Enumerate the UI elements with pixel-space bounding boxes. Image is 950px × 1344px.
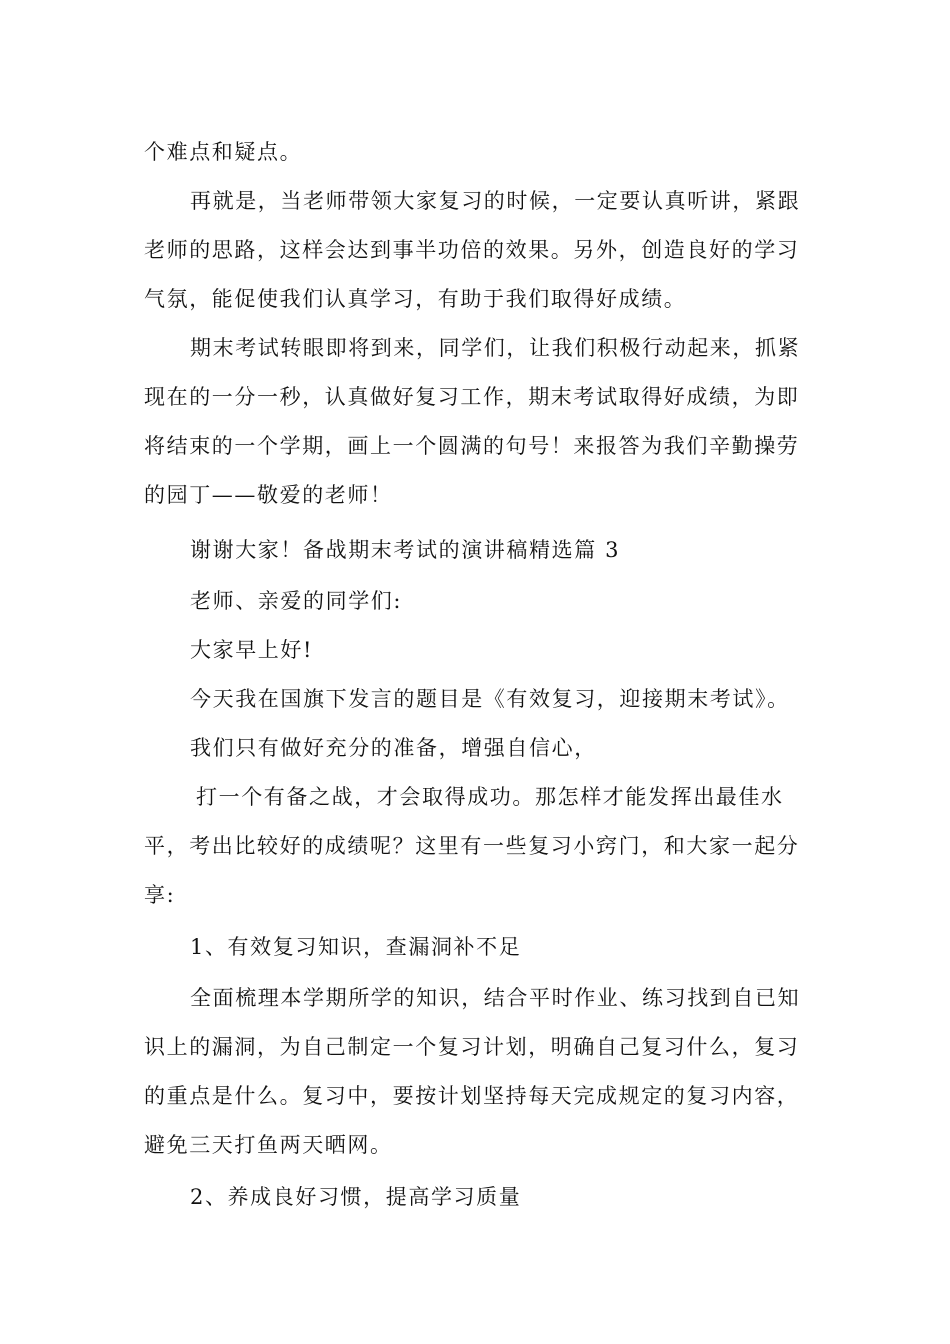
text-line: 的重点是什么。复习中，要按计划坚持每天完成规定的复习内容， (144, 1084, 800, 1108)
paragraph-start: 全面梳理本学期所学的知识，结合平时作业、练习找到自已知 (190, 986, 801, 1010)
text-line: 气氛，能促使我们认真学习，有助于我们取得好成绩。 (144, 287, 687, 311)
paragraph-start: 期末考试转眼即将到来，同学们，让我们积极行动起来，抓紧 (190, 336, 801, 360)
paragraph-start: 再就是，当老师带领大家复习的时候，一定要认真听讲，紧跟 (190, 189, 801, 213)
text-line: 的园丁——敬爱的老师！ (144, 483, 393, 507)
paragraph-start: 打一个有备之战，才会取得成功。那怎样才能发挥出最佳水 (196, 785, 784, 809)
paragraph-start: 我们只有做好充分的准备，增强自信心， (190, 736, 597, 760)
text-line: 识上的漏洞，为自己制定一个复习计划，明确自己复习什么，复习 (144, 1035, 800, 1059)
list-heading: 2、养成良好习惯，提高学习质量 (190, 1185, 522, 1209)
text-line: 平，考出比较好的成绩呢？这里有一些复习小窍门，和大家一起分 (144, 834, 800, 858)
paragraph-start: 今天我在国旗下发言的题目是《有效复习，迎接期末考试》。 (190, 687, 790, 711)
text-line: 避免三天打鱼两天晒网。 (144, 1133, 393, 1157)
text-line: 现在的一分一秒，认真做好复习工作，期末考试取得好成绩，为即 (144, 385, 800, 409)
salutation: 老师、亲爱的同学们: (190, 589, 403, 613)
text-line: 老师的思路，这样会达到事半功倍的效果。另外，创造良好的学习 (144, 238, 800, 262)
text-line: 将结束的一个学期，画上一个圆满的句号！来报答为我们辛勤操劳 (144, 434, 800, 458)
text-line: 享: (144, 883, 176, 907)
greeting: 大家早上好! (190, 638, 314, 662)
list-heading: 1、有效复习知识，查漏洞补不足 (190, 935, 522, 959)
text-line: 个难点和疑点。 (144, 140, 303, 164)
section-heading: 谢谢大家！备战期末考试的演讲稿精选篇 3 (190, 538, 621, 562)
